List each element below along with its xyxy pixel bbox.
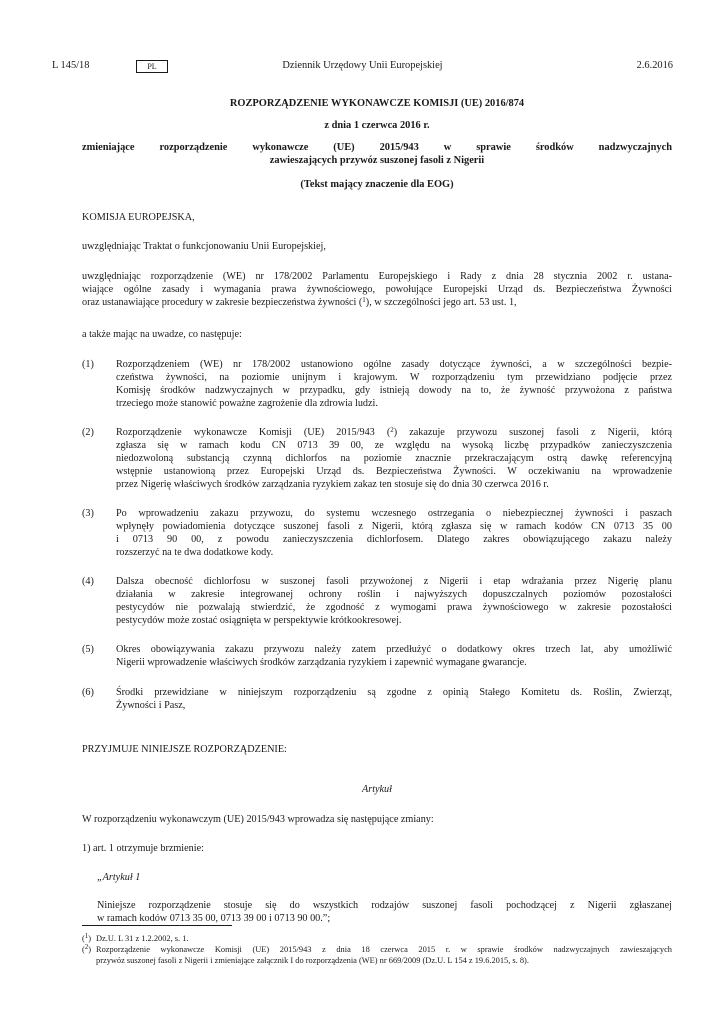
text-fragment: Rozporządzenie wykonawcze Komisji (UE) 2015/943 ( xyxy=(116,427,391,438)
text-line: Po wprowadzeniu zakazu przywozu, do systemu wczesnego ostrzegania o niebezpiecznej żywności i paszach xyxy=(116,508,672,519)
text-line: pestycydów nie pozwalają stwierdzić, że zgodność z wymogami prawa żywnościowego w zakresie pozostałości xyxy=(116,602,672,613)
text-fragment: ) zakazuje przywozu suszonej fasoli z Nigerii, którą xyxy=(393,427,672,438)
text-line: przez Nigerię właściwych środków zarządzania ryzykiem zakaz ten stosuje się do dnia 30 czerwca 2016 r. xyxy=(116,479,549,490)
journal-name: Dziennik Urzędowy Unii Europejskiej xyxy=(282,60,443,71)
text-line: wiające ogólne zasady i wymagania prawa żywnościowego, powołujące Europejski Urząd ds. Bezpieczeństwa Żywności xyxy=(82,284,672,295)
footnote-mark: ($^1$) xyxy=(82,932,92,943)
article-intro: W rozporządzeniu wykonawczym (UE) 2015/943 wprowadza się następujące zmiany: xyxy=(82,814,434,825)
footnote-ref: 1 xyxy=(362,296,366,304)
text-line xyxy=(116,426,672,439)
text-line: trzeciego może stanowić poważne zagrożenie dla zdrowia ludzi. xyxy=(116,398,378,409)
footnote-number: 2 xyxy=(84,943,89,951)
text-line: Rozporządzeniem (WE) nr 178/2002 ustanowiono ogólne zasady dotyczące żywności, a w szczególności bezpie- xyxy=(116,359,672,370)
recital-number: (3) xyxy=(82,508,94,519)
publication-date: 2.6.2016 xyxy=(636,60,673,71)
footnote-separator xyxy=(82,925,232,926)
text-line: w ramach kodów 0713 35 00, 0713 39 00 i 0713 90 00.”; xyxy=(97,913,331,924)
language-badge: PL xyxy=(136,60,168,73)
text-line: Niniejsze rozporządzenie stosuje się do wszystkich rodzajów suszonej fasoli pochodzącej z Nigerii zgłaszanej xyxy=(97,900,672,911)
recital-text xyxy=(116,507,672,559)
recital-text xyxy=(116,686,672,712)
page-header xyxy=(52,59,673,73)
article-heading: Artykuł xyxy=(362,784,392,795)
recital-number: (2) xyxy=(82,427,94,438)
regulation-date: z dnia 1 czerwca 2016 r. xyxy=(324,120,430,131)
text-line: i 0713 90 00, z powodu zanieczyszczenia dichlorfosem. Dlatego zakres obowiązującego zakazu należy xyxy=(116,534,672,545)
footnote-mark: ($^2$) xyxy=(82,943,92,954)
footnote-ref: 2 xyxy=(390,426,394,434)
oj-reference: L 145/18 xyxy=(52,60,90,71)
recital-number: (6) xyxy=(82,687,94,698)
footnote-text xyxy=(96,944,672,966)
subject-line-1: zmieniające rozporządzenie wykonawcze (UE) 2015/943 w sprawie środków nadzwyczajnych xyxy=(82,142,672,153)
text-line xyxy=(82,296,672,309)
text-line: Okres obowiązywania zakazu przywozu należy zatem przedłużyć o dodatkowy okres trzech lat, aby umożliwić xyxy=(116,644,672,655)
text-line: niedozwoloną substancją czynną dichlorfos na poziomie znacznie przekraczającym ostrą dawkę referencyjną xyxy=(116,453,672,464)
text-fragment: oraz ustanawiające procedury w zakresie bezpieczeństwa żywności ( xyxy=(82,297,363,308)
having-regard-treaty: uwzględniając Traktat o funkcjonowaniu Unii Europejskiej, xyxy=(82,241,326,252)
text-line: wpłynęły powiadomienia dotyczące suszonej fasoli z Nigerii, którą zgłasza się w ramach kodów CN 0713 35 00 xyxy=(116,521,672,532)
having-regard-regulation xyxy=(82,270,672,309)
text-line: zgłasza się w ramach kodu CN 0713 39 00, ze względu na wysoką liczbę przypadków zanieczyszczenia xyxy=(116,440,672,451)
amendment-point-1: 1) art. 1 otrzymuje brzmienie: xyxy=(82,843,204,854)
regulation-title: ROZPORZĄDZENIE WYKONAWCZE KOMISJI (UE) 2016/874 xyxy=(229,98,525,109)
text-line: rozszerzyć na te dwa dodatkowe kody. xyxy=(116,547,274,558)
recital-number: (5) xyxy=(82,644,94,655)
whereas-clause: a także mając na uwadze, co następuje: xyxy=(82,329,242,340)
subject-line-2: zawieszających przywóz suszonej fasoli z Nigerii xyxy=(269,155,485,166)
recital-text xyxy=(116,358,672,410)
text-line: Dalsza obecność dichlorfosu w suszonej fasoli przywożonej z Nigerii i etap wdrażania przez Nigerię planu xyxy=(116,576,672,587)
text-line: Środki przewidziane w niniejszym rozporządzeniu są zgodne z opinią Stałego Komitetu ds. Roślin, Zwierząt, xyxy=(116,687,672,698)
text-line: czeństwa żywności, na poziomie unijnym i krajowym. W rozporządzeniu tym przewidziano podjęcie przez xyxy=(116,372,672,383)
text-line: Komisję środków nadzwyczajnych w przypadku, gdy istnieją dowody na to, że żywność przywożona z państwa xyxy=(116,385,672,396)
text-line: działania w zakresie integrowanej ochrony roślin i najwyższych dopuszczalnych poziomów pozostałości xyxy=(116,589,672,600)
eea-relevance: (Tekst mający znaczenie dla EOG) xyxy=(300,179,454,190)
recital-number: (4) xyxy=(82,576,94,587)
recital-text xyxy=(116,426,672,491)
footnote-number: 1 xyxy=(84,932,89,940)
text-fragment: ), w szczególności jego art. 53 ust. 1, xyxy=(365,297,517,308)
recital-text xyxy=(116,575,672,627)
recital-text xyxy=(116,643,672,669)
recital-number: (1) xyxy=(82,359,94,370)
text-line: pestycydów może zostać osiągnięta w perspektywie krótkookresowej. xyxy=(116,615,402,626)
enacting-formula: PRZYJMUJE NINIEJSZE ROZPORZĄDZENIE: xyxy=(82,744,287,755)
quoted-article-heading: „Artykuł 1 xyxy=(97,872,141,883)
text-line: Rozporządzenie wykonawcze Komisji (UE) 2015/943 z dnia 18 czerwca 2015 r. w sprawie środków nadzwyczajnych zawieszających xyxy=(96,945,672,954)
text-line: Żywności i Pasz, xyxy=(116,700,186,711)
text-line: przywóz suszonej fasoli z Nigerii i zmieniające załącznik I do rozporządzenia (WE) nr 669/2009 (Dz.U. L 154 z 19.6.2015, s. 8). xyxy=(96,956,529,965)
institution: KOMISJA EUROPEJSKA, xyxy=(82,212,195,223)
regulation-subject xyxy=(82,141,672,167)
text-line: uwzględniając rozporządzenie (WE) nr 178/2002 Parlamentu Europejskiego i Rady z dnia 28 stycznia 2002 r. ustana- xyxy=(82,271,672,282)
quoted-article-text xyxy=(97,899,672,925)
footnote-text: Dz.U. L 31 z 1.2.2002, s. 1. xyxy=(96,934,189,943)
text-line: Nigerii wprowadzenie właściwych środków zarządzania ryzykiem i zapewnić wymagane gwarancje. xyxy=(116,657,527,668)
text-line: wstępnie ustanowioną przez Europejski Urząd ds. Bezpieczeństwa Żywności. W oczekiwaniu na wprowadzenie xyxy=(116,466,672,477)
